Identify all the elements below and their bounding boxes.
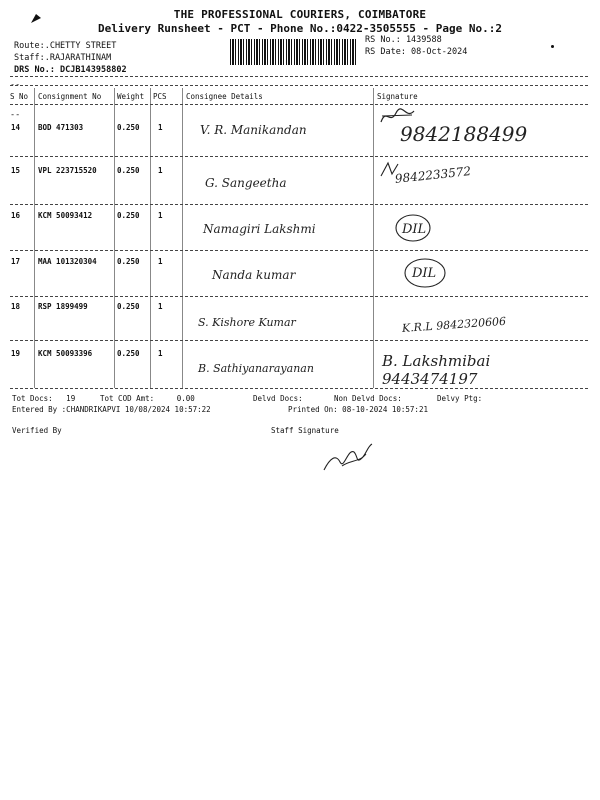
row-consignment: KCM 50093396: [38, 349, 93, 358]
col-line: [373, 88, 374, 388]
row-divider: [10, 156, 588, 157]
col-sno: S No: [10, 92, 29, 101]
row-consignment: KCM 50093412: [38, 211, 93, 220]
staff-label: Staff:.RAJARATHINAM: [14, 53, 112, 63]
divider: [10, 76, 588, 77]
company-title: THE PROFESSIONAL COURIERS, COIMBATORE: [173, 8, 427, 21]
row-signature: DIL: [402, 222, 427, 237]
col-line: [150, 88, 151, 388]
row-consignee: G. Sangeetha: [205, 176, 287, 190]
row-weight: 0.250: [117, 257, 140, 266]
signature-scribble: [402, 255, 448, 291]
entered-by: Entered By :CHANDRIKAPVI 10/08/2024 10:57:22: [12, 405, 211, 414]
row-weight: 0.250: [117, 349, 140, 358]
row-pcs: 1: [158, 166, 163, 175]
route-label: Route:.CHETTY STREET: [14, 41, 117, 51]
row-sno: 17: [11, 257, 21, 266]
row-consignee: S. Kishore Kumar: [198, 316, 296, 329]
drs-number: DRS No.: DCJB143958802: [14, 65, 127, 75]
row-divider: [10, 296, 588, 297]
verified-by-label: Verified By: [12, 426, 62, 435]
row-pcs: 1: [158, 302, 163, 311]
row-sno: 14: [11, 123, 21, 132]
row-divider: [10, 250, 588, 251]
rs-date: RS Date: 08-Oct-2024: [365, 47, 468, 57]
signature-scribble: [393, 212, 433, 244]
row-signature: K.R.L 9842320606: [401, 314, 507, 335]
col-signature: Signature: [377, 92, 418, 101]
row-sno: 16: [11, 211, 21, 220]
row-pcs: 1: [158, 349, 163, 358]
row-signature: 9842188499: [400, 122, 528, 146]
row-consignee: Namagiri Lakshmi: [203, 222, 316, 236]
row-pcs: 1: [158, 123, 163, 132]
dash-mark: --: [10, 80, 21, 90]
row-weight: 0.250: [117, 123, 140, 132]
row-consignment: MAA 101320304: [38, 257, 97, 266]
row-pcs: 1: [158, 257, 163, 266]
divider: [10, 104, 588, 105]
row-sno: 19: [11, 349, 21, 358]
row-weight: 0.250: [117, 302, 140, 311]
rs-number: RS No.: 1439588: [365, 35, 442, 45]
row-weight: 0.250: [117, 166, 140, 175]
printed-on: Printed On: 08-10-2024 10:57:21: [288, 405, 428, 414]
row-sno: 15: [11, 166, 21, 175]
dash-mark: --: [10, 110, 21, 120]
row-consignee: B. Sathiyanarayanan: [198, 362, 314, 375]
total-cod: Tot COD Amt: 0.00: [100, 394, 195, 403]
row-sno: 18: [11, 302, 21, 311]
row-divider: [10, 340, 588, 341]
barcode: [230, 39, 358, 65]
row-consignment: VPL 223715520: [38, 166, 97, 175]
divider: [10, 388, 588, 389]
delivered-docs: Delvd Docs:: [253, 394, 303, 403]
signature-scribble: [378, 160, 408, 180]
row-consignment: BOD 471303: [38, 123, 84, 132]
row-consignee: V. R. Manikandan: [200, 123, 307, 137]
staff-signature-scribble: [320, 440, 380, 474]
row-pcs: 1: [158, 211, 163, 220]
row-consignment: RSP 1899499: [38, 302, 88, 311]
col-line: [182, 88, 183, 388]
delivery-percentage: Delvy Ptg:: [437, 394, 483, 403]
row-signature: 9842233572: [394, 164, 472, 186]
corner-dot: [551, 45, 554, 48]
row-signature: B. Lakshmibai 9443474197: [382, 352, 491, 388]
row-divider: [10, 204, 588, 205]
non-delivered-docs: Non Delvd Docs:: [334, 394, 402, 403]
col-line: [114, 88, 115, 388]
row-weight: 0.250: [117, 211, 140, 220]
col-consignment: Consignment No: [38, 92, 102, 101]
col-pcs: PCS: [153, 92, 167, 101]
row-consignee: Nanda kumar: [212, 268, 296, 282]
staff-signature-label: Staff Signature: [271, 426, 339, 435]
col-consignee: Consignee Details: [186, 92, 263, 101]
divider: [10, 85, 588, 86]
col-line: [34, 88, 35, 388]
col-weight: Weight: [117, 92, 145, 101]
signature-scribble: [378, 105, 418, 127]
total-docs: Tot Docs: 19: [12, 394, 76, 403]
row-signature: DIL: [412, 266, 437, 281]
runsheet-subtitle: Delivery Runsheet - PCT - Phone No.:0422-3505555 - Page No.:2: [98, 22, 502, 35]
